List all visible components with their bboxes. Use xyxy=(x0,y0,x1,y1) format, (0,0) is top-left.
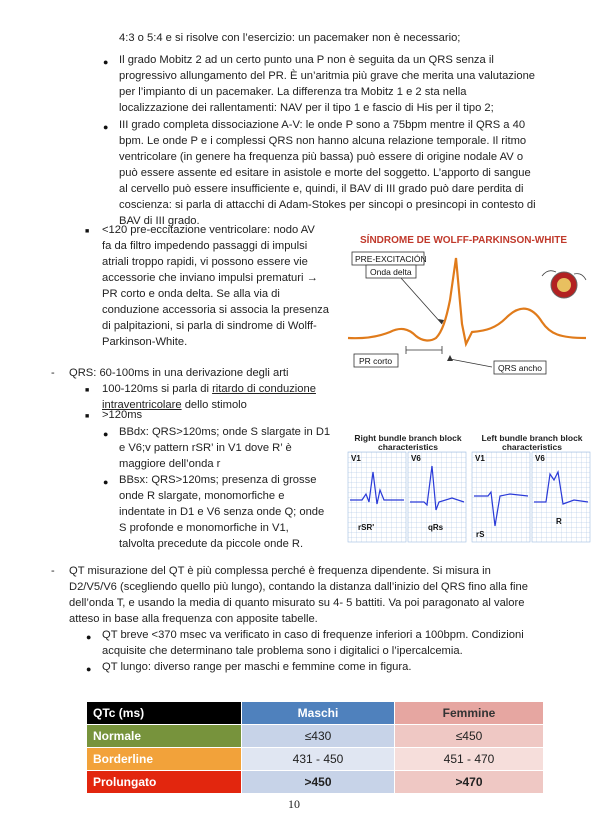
page-number: 10 xyxy=(288,797,300,811)
lbbb-title-1: Left bundle branch block xyxy=(481,433,583,443)
lbbb-rs-label: rS xyxy=(476,530,485,539)
bullet-dot: ● xyxy=(103,57,109,67)
bundle-branch-block-figure xyxy=(346,432,591,544)
bullet-dot: ● xyxy=(103,477,109,487)
preecc-line-7: di palpitazioni, si parla di sindrome di Wolff- xyxy=(102,320,317,332)
table-cell: Normale xyxy=(87,725,242,748)
table-cell: Borderline xyxy=(87,748,242,771)
bbsx-line-5: talvolta precedute da piccole onde R. xyxy=(119,538,304,550)
table-header-row xyxy=(87,702,544,725)
grado3-line-6: coscienza: si parla di attacchi di Adam-Stokes per sincopi o presincopi in contesto di xyxy=(119,199,536,211)
grado3-line-3: ventricolare (in genere ha frequenza più bassa) può essere di origine nodale AV o xyxy=(119,151,524,163)
table-header-cell: Maschi xyxy=(242,702,395,725)
bullet-square: ■ xyxy=(85,228,90,235)
bullet-square: ■ xyxy=(85,387,90,394)
table-header-cell: QTc (ms) xyxy=(87,702,242,725)
rbbb-title-2: characteristics xyxy=(377,442,439,452)
table-cell: ≤430 xyxy=(242,725,395,748)
qt-lungo-line: QT lungo: diverso range per maschi e femmine come in figura. xyxy=(102,661,412,673)
table-cell: 451 - 470 xyxy=(395,748,544,771)
qt-line-1: QT misurazione del QT è più complessa perché è frequenza dipendente. Si misura in xyxy=(69,565,491,577)
qt-line-2: D2/V5/V6 (scegliendo quello più lungo), contando la distanza dall’inizio del QRS fino alla fine xyxy=(69,581,528,593)
rbbb-rsr-label: rSR' xyxy=(358,523,375,532)
grado3-line-7: BAV di III grado. xyxy=(119,215,200,227)
wpw-pre-label: PRE-EXCITACIÓN xyxy=(355,254,427,264)
rbbb-v1-label: V1 xyxy=(351,454,361,463)
grado3-line-5: al cervello può essere insufficiente e, quindi, il BAV di III grado può dare perdita di xyxy=(119,183,524,195)
wpw-title: SÍNDROME DE WOLFF-PARKINSON-WHITE xyxy=(360,235,568,246)
preecc-line-4: accessorie che inviano impulsi prematuri → xyxy=(102,272,318,284)
preecc-line-3: atriali troppo rapidi, vi possono essere vie xyxy=(102,256,308,268)
table-row xyxy=(87,748,544,771)
bullet-dash: - xyxy=(51,565,55,577)
mobitz2-line-4: localizzazione dei rallentamenti: NAV per il tipo 1 e fascio di His per il tipo 2; xyxy=(119,102,494,114)
bbsx-line-3: indentate in D1 e V6 senza onde Q; onde xyxy=(119,506,325,518)
table-row xyxy=(87,725,544,748)
mobitz2-line-1: Il grado Mobitz 2 ad un certo punto una P non è seguita da un QRS senza il xyxy=(119,54,494,66)
table-cell: 431 - 450 xyxy=(242,748,395,771)
bullet-dot: ● xyxy=(86,664,92,674)
qt-line-4: atteso in base alla frequenza con apposite tabelle. xyxy=(69,613,318,625)
preecc-line-6: conduzione accessoria si associa la presenza xyxy=(102,304,329,316)
lbbb-r-label: R xyxy=(556,517,562,526)
qrs-line: QRS: 60-100ms in una derivazione degli arti xyxy=(69,367,289,379)
bullet-dash: - xyxy=(51,367,55,379)
qrs-100-120-line: 100-120ms si parla di ritardo di conduzione xyxy=(102,383,316,395)
preecc-line-5: PR corto e onda delta. Se alla via di xyxy=(102,288,280,300)
mobitz2-line-3: per l’impianto di un pacemaker. La differenza tra Mobitz 1 e 2 sta nella xyxy=(119,86,467,98)
qt-line-3: dell’onda T, e usando la media di quanto misurato su 4- 5 battiti. Va poi paragonato al valore xyxy=(69,597,525,609)
grado3-line-2: bpm. Le onde P e i complessi QRS non hanno alcuna relazione temporale. Il ritmo xyxy=(119,135,527,147)
preecc-line-8: Parkinson-White. xyxy=(102,336,188,348)
table-cell: ≤450 xyxy=(395,725,544,748)
bbdx-line-1: BBdx: QRS>120ms; onde S slargate in D1 xyxy=(119,426,331,438)
lbbb-v6-label: V6 xyxy=(535,454,545,463)
preecc-line-1: <120 pre-eccitazione ventricolare: nodo AV xyxy=(102,224,315,236)
gt120-line: >120ms xyxy=(102,409,143,421)
rbbb-qrs-label: qRs xyxy=(428,523,444,532)
table-cell: Prolungato xyxy=(87,771,242,794)
bbsx-line-4: S profonde e monomorfiche in V1, xyxy=(119,522,289,534)
wpw-delta-label: Onda delta xyxy=(370,267,412,277)
bbdx-line-3: maggiore dell’onda r xyxy=(119,458,221,470)
grado3-line-4: può essere assente ed esitare in asistole e morte del soggetto. L’apporto di sangue xyxy=(119,167,531,179)
wpw-qrs-label: QRS ancho xyxy=(498,363,542,373)
grado3-line-1: III grado completa dissociazione A-V: le onde P sono a 75bpm mentre il QRS a 40 xyxy=(119,119,526,131)
text-line: 4:3 o 5:4 e si risolve con l’esercizio: un pacemaker non è necessario; xyxy=(119,32,461,44)
rbbb-title-1: Right bundle branch block xyxy=(354,433,462,443)
wpw-ecg-figure xyxy=(346,228,591,378)
lbbb-title-2: characteristics xyxy=(501,442,563,452)
table-cell: >470 xyxy=(395,771,544,794)
preecc-line-2: fa da filtro impedendo passaggi di impulsi xyxy=(102,240,308,252)
table-row xyxy=(87,771,544,794)
bullet-square: ■ xyxy=(85,413,90,420)
rbbb-v6-label: V6 xyxy=(411,454,421,463)
qtc-table xyxy=(86,701,544,794)
bbdx-line-2: e V6;v pattern rSR’ in V1 dove R’ è xyxy=(119,442,292,454)
qt-breve-line-2: acquisite che determinano tale problema sono i digitalici o l’ipercalcemia. xyxy=(102,645,463,657)
bbsx-line-1: BBsx: QRS>120ms; presenza di grosse xyxy=(119,474,317,486)
bullet-dot: ● xyxy=(103,429,109,439)
bbsx-line-2: onde R slargate, monomorfiche e xyxy=(119,490,285,502)
emblem-icon xyxy=(542,271,586,298)
mobitz2-line-2: progressivo allungamento del PR. È un’aritmia più grave che merita una valutazione xyxy=(119,70,536,82)
qt-breve-line-1: QT breve <370 msec va verificato in caso di frequenze inferiori a 100bpm. Condizioni xyxy=(102,629,524,641)
lbbb-v1-label: V1 xyxy=(475,454,485,463)
bullet-dot: ● xyxy=(86,632,92,642)
wpw-pr-label: PR corto xyxy=(359,356,393,366)
table-cell: >450 xyxy=(242,771,395,794)
bullet-dot: ● xyxy=(103,122,109,132)
table-header-cell: Femmine xyxy=(395,702,544,725)
qrs-100-120-line-2: intraventricolare dello stimolo xyxy=(102,399,247,411)
